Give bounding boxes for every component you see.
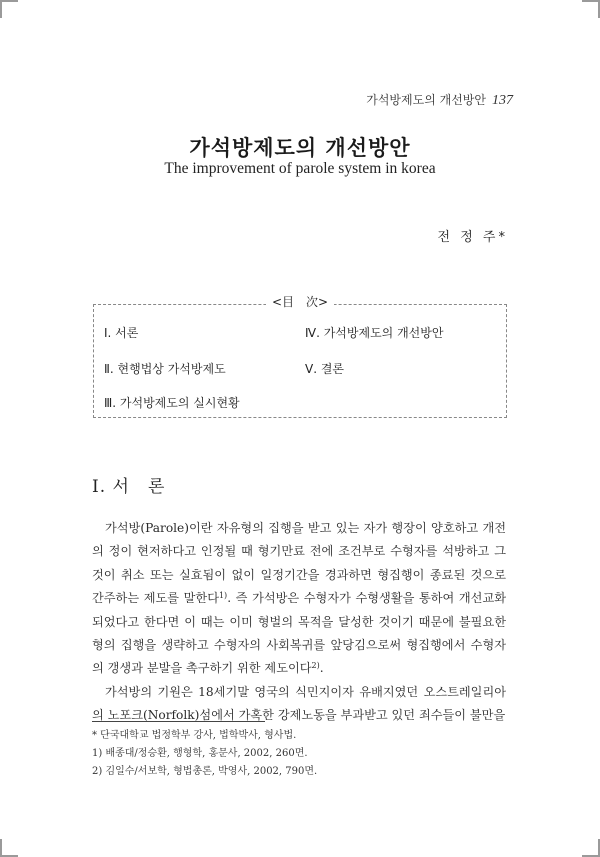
toc-item-introduction: Ⅰ. 서론: [104, 326, 139, 340]
footnote-divider: [92, 721, 265, 722]
toc-caption: [0, 293, 600, 310]
toc-item-improvement: Ⅳ. 가석방제도의 개선방안: [305, 326, 444, 340]
crop-mark-bottom-left-v: [0, 839, 2, 857]
running-title: 가석방제도의 개선방안: [366, 93, 486, 107]
crop-mark-top-left-v: [0, 0, 2, 18]
crop-mark-top-left: [0, 0, 18, 2]
footnote-2: 2) 김일수/서보학, 형법총론, 박영사, 2002, 790면.: [92, 766, 318, 777]
paragraph-2: 가석방의 기원은 18세기말 영국의 식민지이자 유배지였던 오스트레일리아의 노포크(Norfolk)섬에서 가혹한 강제노동을 부과받고 있던 죄수들이 불만을: [92, 684, 506, 723]
section-heading: Ⅰ. 서 론: [92, 477, 166, 497]
body-text: [92, 517, 506, 728]
paragraph-1: 가석방(Parole)이란 자유형의 집행을 받고 있는 자가 행장이 양호하고 개전의 정이 현저하다고 인정될 때 형기만료 전에 조건부로 수형자를 석방하고 그것이 취소 또는 실효됨이 없이 일정기간을 경과하면 형집행이 종료된 것으로 간주하는 제도를 말한다$^{1)}$. 즉 가석방은 수형자가 수형생활을 통하여 개선교화 되었다고 한다면 이 때는 이미 형벌의 목적을 달성한 것이기 때문에 불필요한 형의 집행을 생략하고 수형자의 사회복귀를 앞당김으로써 형집행에서 수형자의 갱생과 분발을 촉구하기 위한 제도이다$^{2)}$.: [92, 521, 506, 676]
footnote-ref-1: 1): [218, 591, 228, 601]
running-header: [366, 91, 513, 109]
toc-item-status: Ⅲ. 가석방제도의 실시현황: [104, 396, 240, 410]
toc-item-conclusion: Ⅴ. 결론: [305, 362, 345, 376]
toc-caption-text: <目 次>: [266, 295, 334, 309]
footnotes: [92, 727, 317, 781]
author-name: 전 정 주*: [437, 230, 508, 245]
toc-item-current-law: Ⅱ. 현행법상 가석방제도: [104, 362, 226, 376]
footnote-1: 1) 배종대/정승환, 행형학, 홍문사, 2002, 260면.: [92, 748, 308, 759]
paper-title-korean: 가석방제도의 개선방안: [189, 135, 411, 160]
footnote-ref-2: 2): [311, 661, 320, 671]
page-number: 137: [492, 93, 513, 108]
paper-title-english: The improvement of parole system in korea: [164, 160, 436, 177]
footnote-author: * 단국대학교 법정학부 강사, 법학박사, 형사법.: [92, 730, 297, 741]
